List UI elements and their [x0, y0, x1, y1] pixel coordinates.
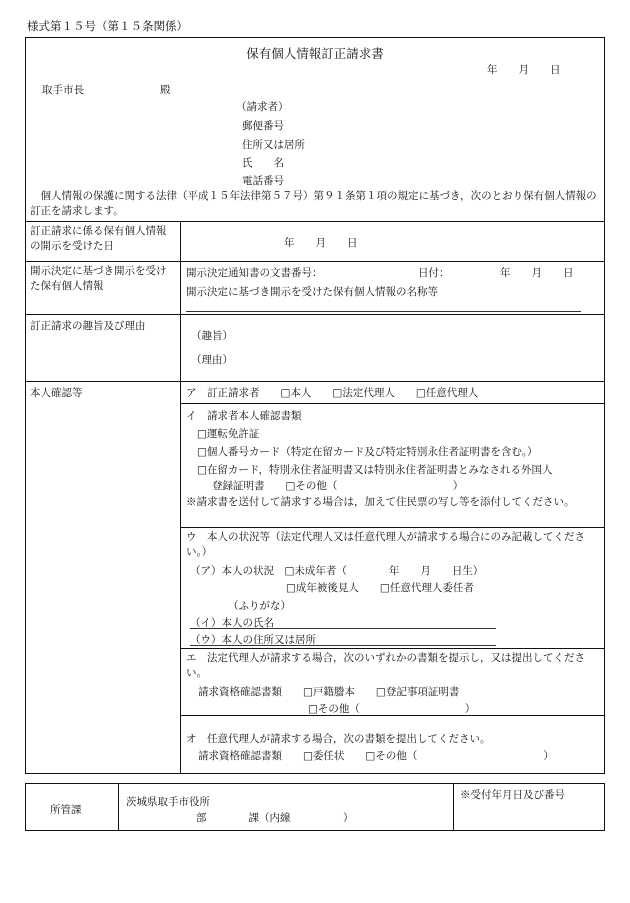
principal-address-label: （ウ）本人の住所又は居所 [190, 634, 316, 646]
my-number-card-checkbox[interactable]: □個人番号カード（特定在留カード及び特定特別永住者証明書を含む。） [197, 446, 538, 458]
divider [25, 314, 605, 315]
notice-date-field[interactable]: 年 月 日 [500, 267, 574, 279]
info-name-underline[interactable] [186, 311, 581, 312]
disclosure-date-label: 訂正請求に係る保有個人情報の開示を受けた日 [30, 225, 167, 252]
honorific: 殿 [160, 84, 171, 96]
requester-phone-label: 電話番号 [242, 175, 284, 187]
divider [25, 221, 605, 222]
purpose-label: （趣旨） [191, 330, 233, 342]
receipt-label: ※受付年月日及び番号 [460, 789, 565, 801]
residence-card-checkbox[interactable]: □在留カード，特別永住者証明書又は特別永住者証明書とみなされる外国人 [197, 464, 553, 476]
addressee: 取手市長 [42, 84, 84, 96]
reason-detail-label: （理由） [191, 354, 233, 366]
divider [180, 221, 181, 774]
voluntary-agent-heading: オ 任意代理人が請求する場合，次の書類を提出してください。 [186, 733, 491, 745]
mail-note: ※請求書を送付して請求する場合は，加えて住民票の写し等を添付してください。 [186, 496, 575, 508]
office-name: 茨城県取手市役所 [126, 796, 210, 808]
reason-label: 訂正請求の趣旨及び理由 [30, 320, 146, 332]
divider [25, 261, 605, 262]
notice-date-label: 日付： [418, 267, 450, 279]
legal-agent-other-checkbox[interactable]: □その他（ ） [308, 703, 476, 715]
legal-agent-documents[interactable]: 請求資格確認書類 □戸籍謄本 □登記事項証明書 [198, 686, 460, 698]
division-extension: 部 課（内線 ） [196, 812, 354, 824]
department-label: 所管課 [50, 804, 82, 816]
requester-type-options[interactable]: ア 訂正請求者 □本人 □法定代理人 □任意代理人 [186, 387, 479, 399]
divider [25, 381, 605, 382]
voluntary-agent-documents[interactable]: 請求資格確認書類 □委任状 □その他（ ） [198, 750, 554, 762]
requester-postal-label: 郵便番号 [242, 120, 284, 132]
principal-status-heading: ウ 本人の状況等（法定代理人又は任意代理人が請求する場合にのみ記載してください。） [186, 531, 585, 558]
disclosed-info-name-label: 開示決定に基づき開示を受けた保有個人情報の名称等 [186, 286, 438, 298]
requester-address-label: 住所又は居所 [242, 139, 305, 151]
document-number-label: 開示決定通知書の文書番号： [186, 267, 323, 279]
requester-heading: （請求者） [236, 101, 289, 113]
legal-agent-heading: エ 法定代理人が請求する場合，次のいずれかの書類を提示し，又は提出してください。 [186, 652, 585, 679]
furigana-label: （ふりがな） [228, 600, 291, 612]
principal-name-label: （イ）本人の氏名 [190, 617, 274, 629]
disclosure-date-field[interactable]: 年 月 日 [284, 237, 358, 249]
divider [118, 783, 119, 831]
divider [180, 527, 605, 528]
divider [453, 783, 454, 831]
identity-label: 本人確認等 [30, 387, 83, 399]
divider [180, 648, 605, 649]
principal-address-underline[interactable] [190, 645, 496, 646]
disclosed-info-label: 開示決定に基づき開示を受けた保有個人情報 [30, 265, 167, 292]
minor-checkbox[interactable]: （ア）本人の状況 □未成年者（ 年 月 日生） [190, 565, 484, 577]
requester-name-label: 氏 名 [242, 157, 284, 169]
intro-text: 個人情報の保護に関する法律（平成１５年法律第５７号）第９１条第１項の規定に基づき，次のとおり保有個人情報の訂正を請求します。 [30, 190, 597, 217]
request-date-field[interactable]: 年 月 日 [487, 64, 561, 76]
drivers-license-checkbox[interactable]: □運転免許証 [197, 428, 260, 440]
principal-name-underline[interactable] [190, 628, 496, 629]
id-documents-heading: イ 請求者本人確認書類 [186, 410, 302, 422]
form-title: 保有個人情報訂正請求書 [246, 46, 384, 61]
divider [180, 403, 605, 404]
form-number: 様式第１５号（第１５条関係） [27, 19, 188, 33]
guardian-checkbox[interactable]: □成年被後見人 □任意代理人委任者 [286, 582, 474, 594]
other-id-checkbox[interactable]: 登録証明書 □その他（ ） [212, 480, 464, 492]
